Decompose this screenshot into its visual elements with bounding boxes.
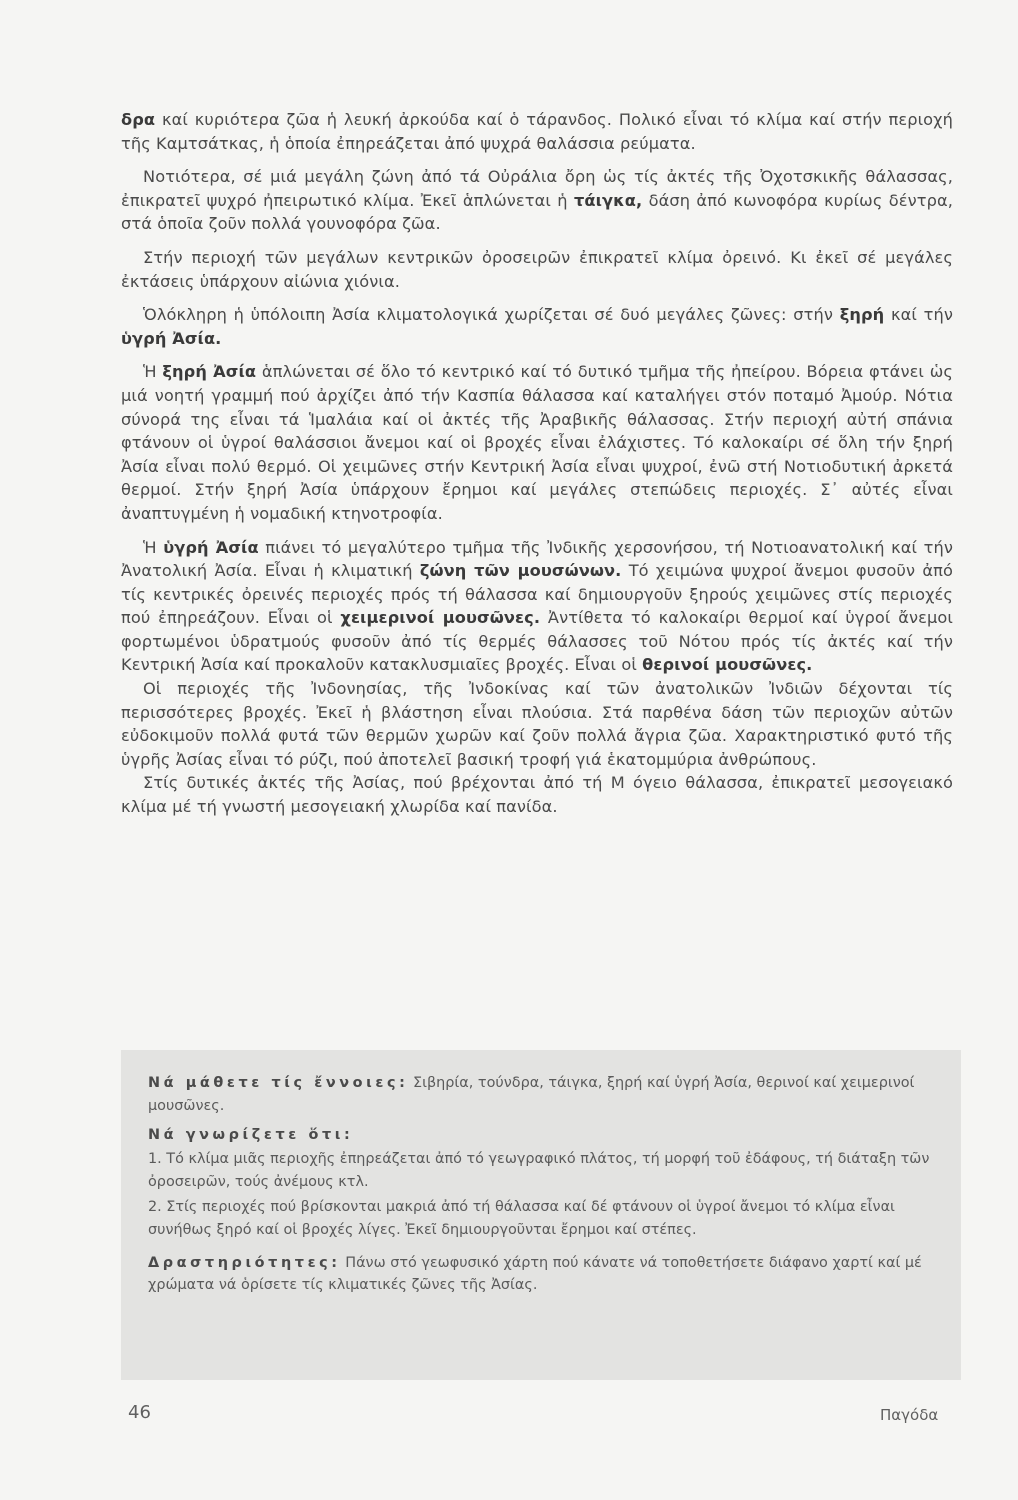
bold-term: ζώνη τῶν μουσώνων. [419,561,622,581]
summary-content [148,1072,936,1303]
bold-term: ὑγρή Ἀσία [163,537,259,557]
paragraph: Ἡ ξηρή Ἀσία ἁπλώνεται σέ ὅλο τό κεντρικό καί τό δυτικό τμῆμα τῆς ἠπείρου. Βόρεια φτάνει ὡς μιά νοητή γραμμή πού ἀρχίζει ἀπό τήν Κασπία θάλασσα καί καταλήγει στόν ποταμό Ἀμούρ. Νότια σύνορά της εἶναι τά Ἱμαλάια καί οἱ ἀκτές τῆς Ἀραβικῆς θάλασσας. Στήν περιοχή αὐτή σπάνια φτάνουν οἱ ὑγροί θαλάσσιοι ἄνεμοι καί οἱ βροχές εἶναι ἐλάχιστες. Τό καλοκαίρι σέ ὅλη τήν ξηρή Ἀσία εἶναι πολύ θερμό. Οἱ χειμῶνες στήν Κεντρική Ἀσία εἶναι ψυχροί, ἐνῶ στή Νοτιοδυτική ἀρκετά θερμοί. Στήν ξηρή Ἀσία ὑπάρχουν ἔρημοι καί μεγάλες στεπώδεις περιοχές. Σ᾿ αὐτές εἶναι ἀναπτυγμένη ἡ νομαδική κτηνοτροφία. [121,362,953,523]
activity-label: Δραστηριότητες: [148,1254,341,1271]
bold-term: δρα [121,110,156,129]
bold-term: ξηρή Ἀσία [162,362,257,382]
paragraph: δρα καί κυριότερα ζῶα ἡ λευκή ἀρκούδα καί ὁ τάρανδος. Πολικό εἶναι τό κλίμα καί στήν περιοχή τῆς Καμτσάτκας, ἡ ὁποία ἐπηρεάζεται ἀπό ψυχρά θαλάσσια ρεύματα. [121,110,953,153]
paragraph: Ἡ ὑγρή Ἀσία πιάνει τό μεγαλύτερο τμῆμα τῆς Ἰνδικῆς χερσονήσου, τή Νοτιοανατολική καί τήν Ἀνατολική Ἀσία. Εἶναι ἡ κλιματική ζώνη τῶν μουσώνων. Τό χειμώνα ψυχροί ἄνεμοι φυσοῦν ἀπό τίς κεντρικές ὀρεινές περιοχές πρός τή θάλασσα καί δημιουργοῦν ξηρούς χειμῶνες στίς περιοχές πού ἐπηρεάζουν. Εἶναι οἱ χειμερινοί μουσῶνες. Ἀντίθετα τό καλοκαίρι θερμοί καί ὑγροί ἄνεμοι φορτωμένοι ὑδρατμούς φυσοῦν ἀπό τίς θερμές θάλασσες τοῦ Νότου πρός τίς ἀκτές καί τήν Κεντρική Ἀσία καί προκαλοῦν κατακλυσμιαῖες βροχές. Εἶναι οἱ θερινοί μουσῶνες. [121,537,954,675]
activities: Δραστηριότητες: Πάνω στό γεωφυσικό χάρτη πού κάνατε νά τοποθετήσετε διάφανο χαρτί καί μέ χρώματα νά ὁρίσετε τίς κλιματικές ζῶνες τῆς Ἀσίας. [148,1254,922,1294]
publisher-name: Παγόδα [880,1406,939,1424]
learn-label: Νά μάθετε τίς ἔννοιες: [148,1075,409,1091]
know-heading [148,1124,936,1147]
list-item: 2. Στίς περιοχές πού βρίσκονται μακριά ἀπό τή θάλασσα καί δέ φτάνουν οἱ ὑγροί ἄνεμοι τό κλίμα εἶναι συνήθως ξηρό καί οἱ βροχές λίγες. Ἐκεῖ δημιουργοῦνται ἔρημοι καί στέπες. [148,1198,895,1238]
paragraph: Στίς δυτικές ἀκτές τῆς Ἀσίας, πού βρέχονται ἀπό τή Μ όγειο θάλασσα, ἐπικρατεῖ μεσογειακό κλίμα μέ τή γνωστή μεσογειακή χλωρίδα καί πανίδα. [121,773,953,817]
main-text [121,108,953,819]
bold-term: θερινοί μουσῶνες. [642,655,813,675]
page-number: 46 [128,1402,151,1423]
paragraph: Ὁλόκληρη ἡ ὑπόλοιπη Ἀσία κλιματολογικά χωρίζεται σέ δυό μεγάλες ζῶνες: στήν ξηρή καί τήν ὑγρή Ἀσία. [121,305,954,348]
summary-box [121,1050,961,1380]
paragraph: Στήν περιοχή τῶν μεγάλων κεντρικῶν ὀροσειρῶν ἐπικρατεῖ κλίμα ὀρεινό. Κι ἐκεῖ σέ μεγάλες ἐκτάσεις ὑπάρχουν αἰώνια χιόνια. [121,247,953,291]
bold-term: ξηρή [839,305,885,325]
list-item: 1. Τό κλίμα μιᾶς περιοχῆς ἐπηρεάζεται ἀπό τό γεωγραφικό πλάτος, τή μορφή τοῦ ἐδάφους, τή διάταξη τῶν ὀροσειρῶν, τούς ἀνέμους κτλ. [148,1151,930,1191]
bold-term: τάιγκα, [574,190,643,210]
paragraph: Νοτιότερα, σέ μιά μεγάλη ζώνη ἀπό τά Οὐράλια ὄρη ὡς τίς ἀκτές τῆς Ὀχοτσκικῆς θάλασσας, ἐπικρατεῖ ψυχρό ἠπειρωτικό κλίμα. Ἐκεῖ ἁπλώνεται ἡ τάιγκα, δάση ἀπό κωνοφόρα κυρίως δέντρα, στά ὁποῖα ζοῦν πολλά γουνοφόρα ζῶα. [121,167,953,234]
bold-term: ὑγρή Ἀσία. [121,328,222,348]
bold-term: χειμερινοί μουσῶνες. [340,608,541,628]
learn-concepts: Νά μάθετε τίς ἔννοιες: Σιβηρία, τούνδρα, τάιγκα, ξηρή καί ὑγρή Ἀσία, θερινοί καί χειμερινοί μουσῶνες. [148,1075,915,1114]
paragraph: Οἱ περιοχές τῆς Ἰνδονησίας, τῆς Ἰνδοκίνας καί τῶν ἀνατολικῶν Ἰνδιῶν δέχονται τίς περισσότερες βροχές. Ἐκεῖ ἡ βλάστηση εἶναι πλούσια. Στά παρθένα δάση τῶν περιοχῶν αὐτῶν εὐδοκιμοῦν πολλά φυτά τῶν θερμῶν χωρῶν καί ζοῦν πολλά ἄγρια ζῶα. Χαρακτηριστικό φυτό τῆς ὑγρῆς Ἀσίας εἶναι τό ρύζι, πού ἀποτελεῖ βασική τροφή γιά ἑκατομμύρια ἀνθρώπους. [121,679,953,769]
know-label: Νά γνωρίζετε ὅτι: [148,1126,354,1143]
